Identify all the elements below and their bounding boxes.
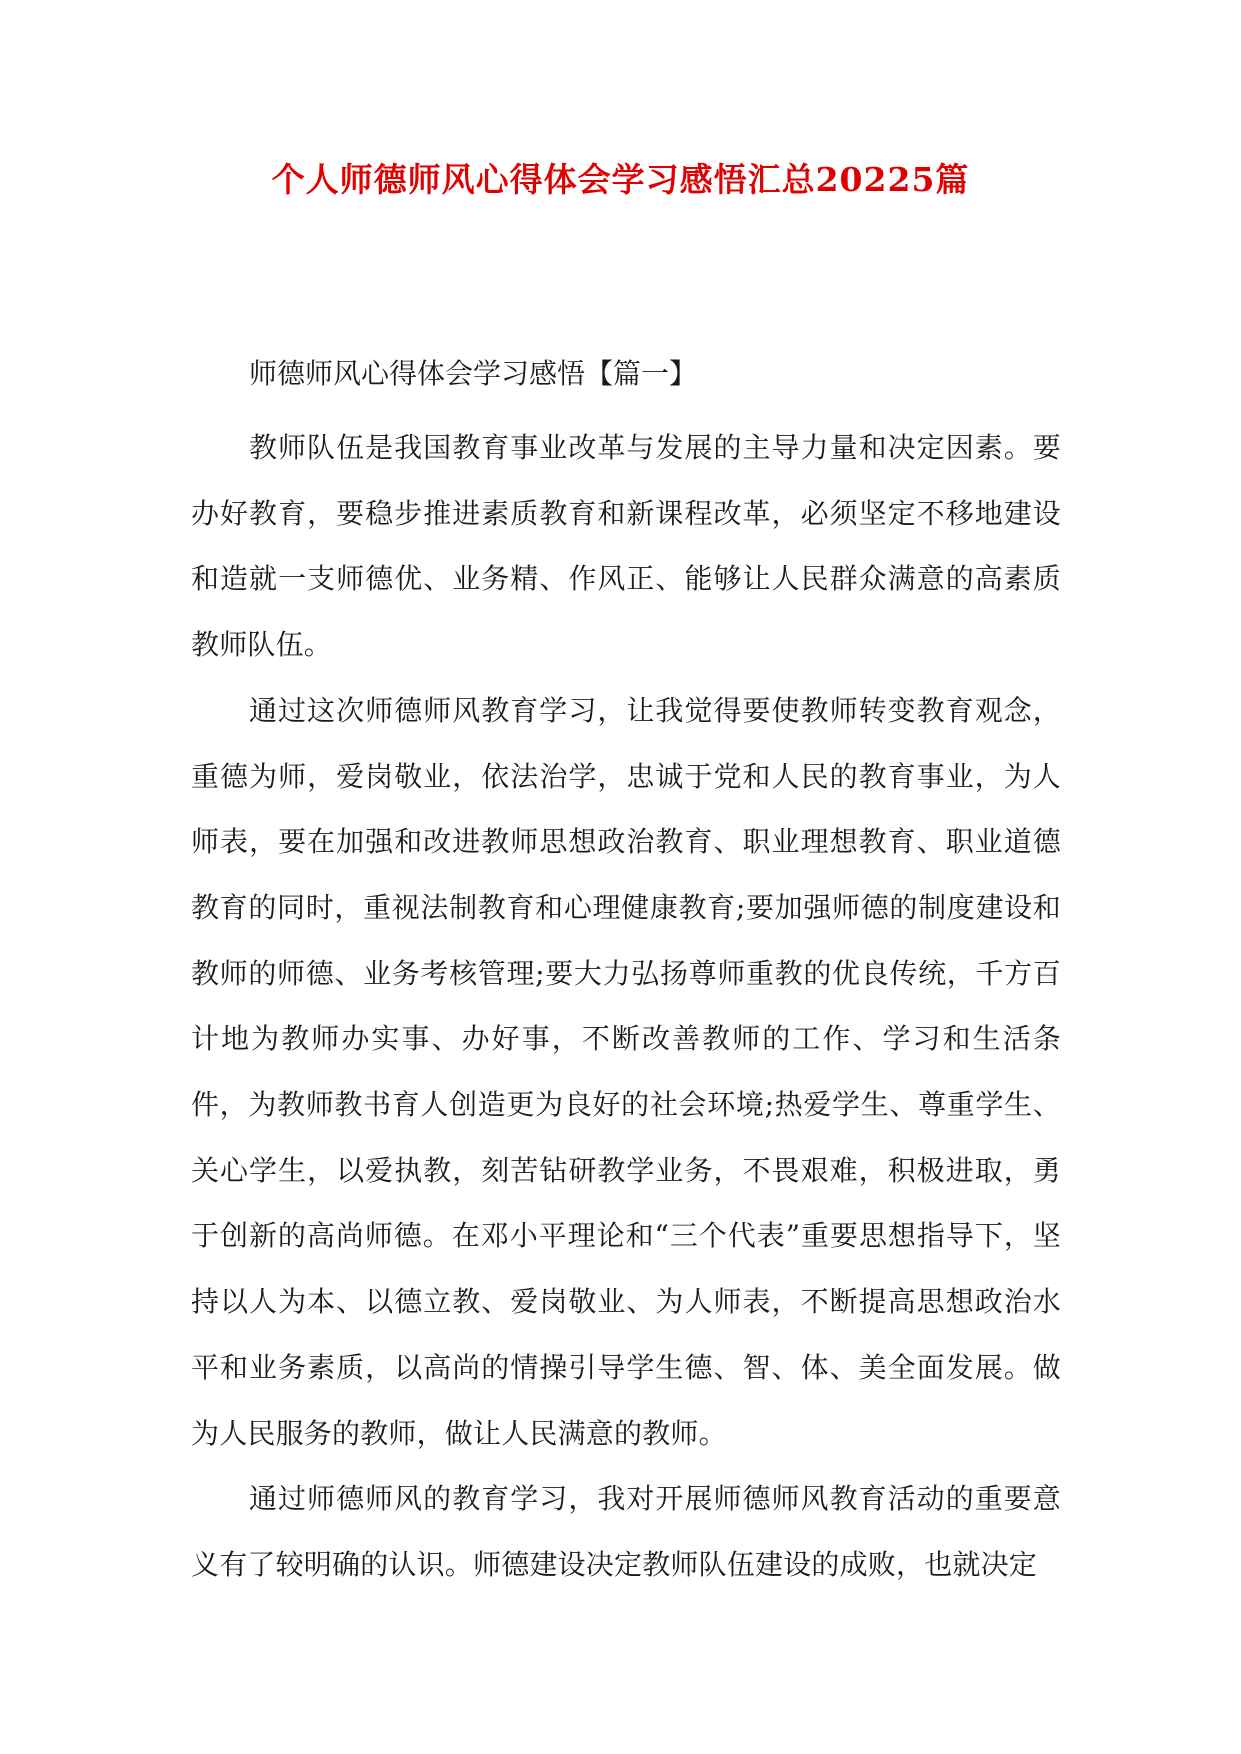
section-heading: 师德师风心得体会学习感悟【篇一】 — [249, 357, 698, 390]
document-title: 个人师德师风心得体会学习感悟汇总20225篇 — [271, 160, 970, 199]
paragraph-3: 通过师德师风的教育学习，我对开展师德师风教育活动的重要意义有了较明确的认识。师德建设决定教师队伍建设的成败，也就决定 — [191, 1482, 1061, 1581]
paragraph-2: 通过这次师德师风教育学习，让我觉得要使教师转变教育观念，重德为师，爱岗敬业，依法治学，忠诚于党和人民的教育事业，为人师表，要在加强和改进教师思想政治教育、职业理想教育、职业道德教育的同时，重视法制教育和心理健康教育;要加强师德的制度建设和教师的师德、业务考核管理;要大力弘扬尊师重教的优良传统，千方百计地为教师办实事、办好事，不断改善教师的工作、学习和生活条件，为教师教书育人创造更为良好的社会环境;热爱学生、尊重学生、关心学生，以爱执教，刻苦钻研教学业务，不畏艰难，积极进取，勇于创新的高尚师德。在邓小平理论和“三个代表”重要思想指导下，坚持以人为本、以德立教、爱岗敬业、为人师表，不断提高思想政治水平和业务素质，以高尚的情操引导学生德、智、体、美全面发展。做为人民服务的教师，做让人民满意的教师。 — [191, 693, 1061, 1450]
paragraph-1: 教师队伍是我国教育事业改革与发展的主导力量和决定因素。要办好教育，要稳步推进素质教育和新课程改革，必须坚定不移地建设和造就一支师德优、业务精、作风正、能够让人民群众满意的高素质教师队伍。 — [191, 431, 1061, 662]
document-body — [191, 354, 1061, 1598]
